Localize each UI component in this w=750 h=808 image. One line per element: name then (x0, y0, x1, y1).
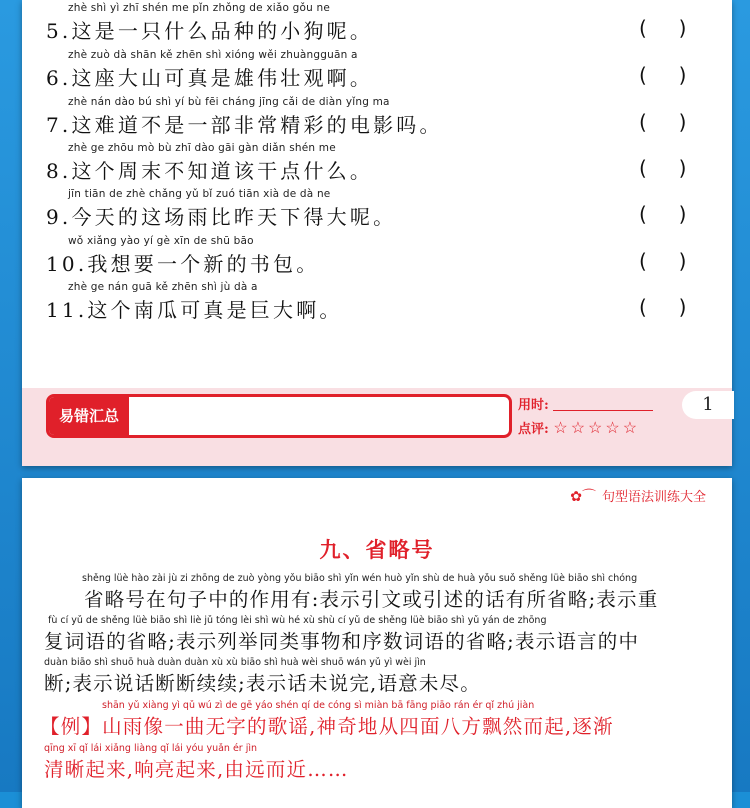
pinyin-line: zhè shì yì zhī shén me pǐn zhǒng de xiǎo gǒu ne (68, 2, 331, 14)
pinyin-line: fù cí yǔ de shěng lüè biāo shì liè jǔ tóng lèi shì wù hé xù shù cí yǔ de shěng lüè biāo shì yǔ yán de zhōng (48, 615, 547, 626)
flower-icon: ✿⌒ (570, 489, 596, 505)
pinyin-line: zhè zuò dà shān kě zhēn shì xióng wěi zhuàngguān a (68, 49, 358, 61)
paragraph-text: 省略号在句子中的作用有:表示引文或引述的话有所省略;表示重 (84, 588, 659, 611)
pinyin-line: shěng lüè hào zài jù zi zhōng de zuò yòng yǒu biāo shì yǐn wén huò yǐn shù de huà yǒu suǒ shěng lüè biāo shì chóng (82, 573, 638, 584)
workbook-page-1 (22, 0, 732, 466)
question-11 (46, 281, 726, 327)
answer-blank[interactable]: ( ) (639, 110, 687, 134)
question-9 (46, 188, 726, 234)
answer-blank[interactable]: ( ) (639, 16, 687, 40)
answer-blank[interactable]: ( ) (639, 249, 687, 273)
error-summary-box[interactable] (46, 394, 512, 438)
question-text: 10.我想要一个新的书包。 (46, 252, 320, 276)
question-8 (46, 142, 726, 188)
answer-blank[interactable]: ( ) (639, 63, 687, 87)
pinyin-line: zhè nán dào bú shì yí bù fēi cháng jīng cǎi de diàn yǐng ma (68, 96, 390, 108)
pinyin-line: zhè ge nán guā kě zhēn shì jù dà a (68, 281, 258, 293)
example-text: 清晰起来,响亮起来,由远而近…… (44, 758, 349, 781)
time-used-field (518, 394, 653, 413)
question-text: 9.今天的这场雨比昨天下得大呢。 (46, 205, 397, 229)
question-text: 11.这个南瓜可真是巨大啊。 (46, 298, 343, 322)
paragraph-line-2 (44, 615, 724, 655)
star-rating-icons[interactable]: ☆☆☆☆☆ (553, 418, 641, 437)
pinyin-line: duàn biāo shì shuō huà duàn duàn xù xù biāo shì huà wèi shuō wán yǔ yì wèi jìn (44, 657, 426, 668)
pinyin-line: qīng xī qǐ lái xiǎng liàng qǐ lái yóu yuǎn ér jìn (44, 743, 258, 754)
paragraph-line-1 (82, 573, 722, 613)
question-text: 5.这是一只什么品种的小狗呢。 (46, 19, 374, 43)
answer-blank[interactable]: ( ) (639, 295, 687, 319)
pinyin-line: wǒ xiǎng yào yí gè xīn de shū bāo (68, 235, 254, 247)
rating-label: 点评: (518, 422, 549, 437)
question-text: 6.这座大山可真是雄伟壮观啊。 (46, 66, 374, 90)
example-text: 【例】山雨像一曲无字的歌谣,神奇地从四面八方飘然而起,逐渐 (40, 715, 614, 738)
answer-blank[interactable]: ( ) (639, 156, 687, 180)
book-title: 句型语法训练大全 (601, 490, 706, 505)
pinyin-line: shān yǔ xiàng yì qǔ wú zì de gē yáo shén qí de cóng sì miàn bā fāng piāo rán ér qǐ zhú jiàn (102, 700, 535, 711)
pinyin-line: zhè ge zhōu mò bù zhī dào gāi gàn diǎn shén me (68, 142, 336, 154)
question-10 (46, 235, 726, 281)
question-5 (46, 2, 726, 48)
pinyin-line: jīn tiān de zhè chǎng yǔ bǐ zuó tiān xià de dà ne (68, 188, 331, 200)
answer-blank[interactable]: ( ) (639, 202, 687, 226)
question-7 (46, 96, 726, 142)
question-6 (46, 49, 726, 95)
rating-field (518, 418, 640, 437)
page-header (570, 486, 706, 506)
workbook-page-2 (22, 478, 732, 808)
page-number: 1 (682, 391, 734, 419)
question-text: 7.这难道不是一部非常精彩的电影吗。 (46, 113, 443, 137)
example-line-2 (44, 743, 724, 783)
time-label: 用时: (518, 398, 549, 413)
paragraph-text: 复词语的省略;表示列举同类事物和序数词语的省略;表示语言的中 (44, 630, 640, 653)
paragraph-line-3 (44, 657, 724, 697)
error-summary-label: 易错汇总 (49, 397, 129, 435)
paragraph-text: 断;表示说话断断续续;表示话未说完,语意未尽。 (44, 672, 481, 695)
time-blank[interactable] (553, 400, 653, 411)
section-title: 九、省略号 (319, 537, 435, 562)
question-text: 8.这个周末不知道该干点什么。 (46, 159, 374, 183)
example-line-1 (40, 700, 730, 740)
page-footer (22, 388, 732, 466)
